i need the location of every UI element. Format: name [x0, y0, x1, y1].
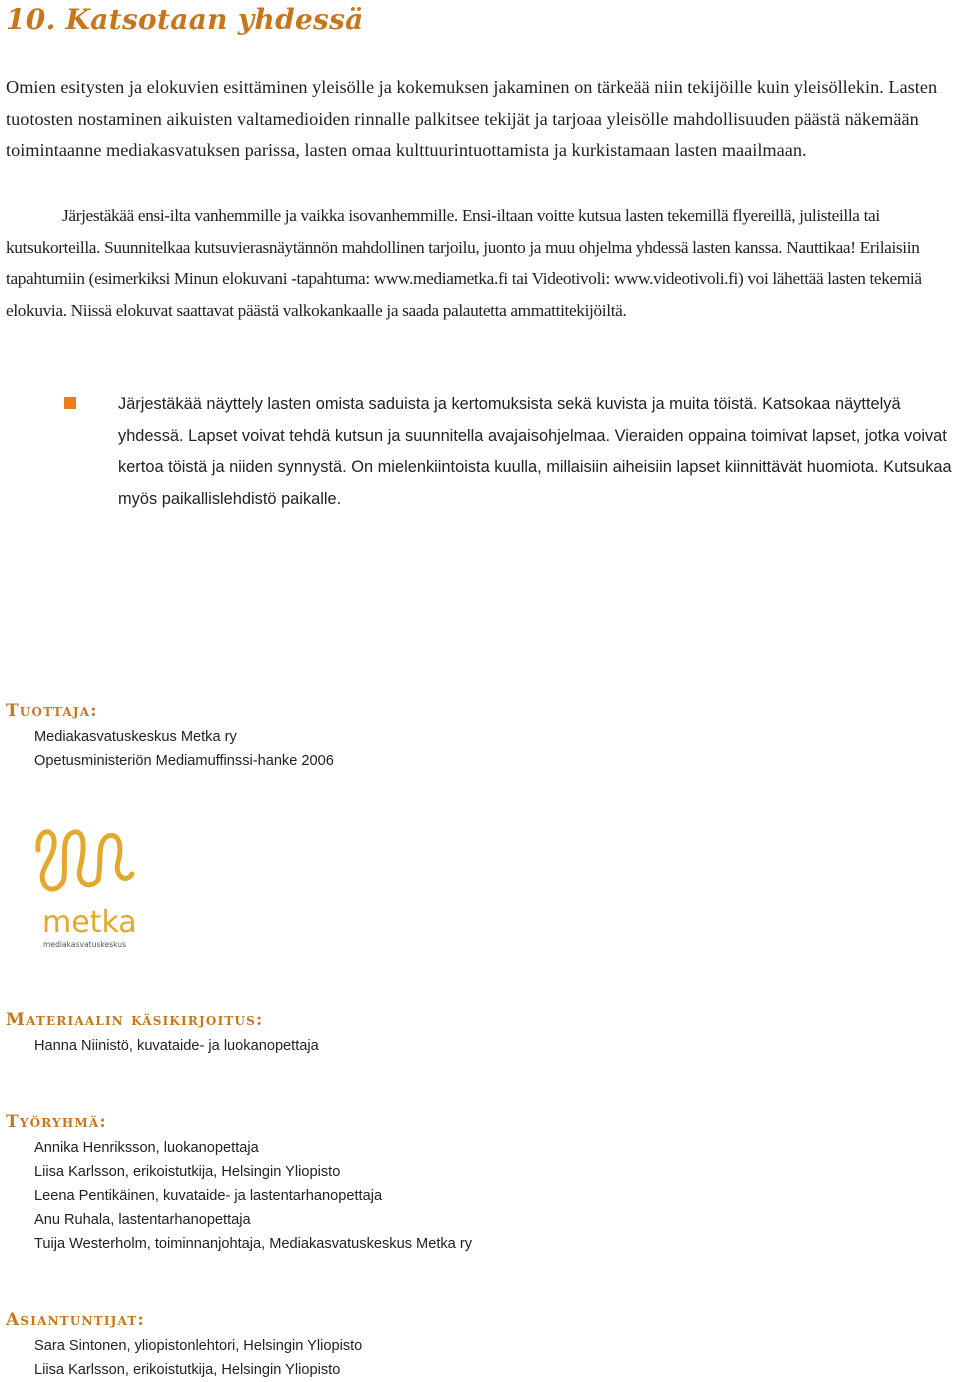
logo-wordmark: metka: [42, 905, 137, 940]
credit-line: Liisa Karlsson, erikoistutkija, Helsingin Yliopisto: [34, 1362, 341, 1378]
credit-line: Hanna Niinistö, kuvataide- ja luokanopettaja: [34, 1038, 319, 1054]
credits-producer: [6, 700, 906, 773]
credit-line: Opetusministeriön Mediamuffinssi-hanke 2006: [34, 753, 334, 769]
intro-paragraph: Omien esitysten ja elokuvien esittäminen yleisölle ja kokemuksen jakaminen on tärkeää niin tekijöille kuin yleisöllekin. Lasten tuotosten nostaminen aikuisten valtamedioiden rinnalle palkitsee tekijät ja tarjoaa yleisölle mahdollisuuden päästä näkemään toimintaanne mediakasvatuksen parissa, lasten omaa kulttuurintuottamista ja kurkistamaan lasten maailmaan.: [6, 77, 938, 160]
workgroup-list: [34, 1136, 906, 1256]
exhibition-bullet-text: Järjestäkää näyttely lasten omista saduista ja kertomuksista sekä kuvista ja muita töistä. Katsokaa näyttelyä yhdessä. Lapset voivat tehdä kutsun ja suunnitella avajaisohjelmaa. Vieraiden oppaina toimivat lapset, jotka voivat kertoa töistä ja niiden synnystä. On mielenkiintoista kuulla, millaisiin aiheisiin lapset kiinnittävät huomiota. Kutsukaa myös paikallislehdistö paikalle.: [118, 395, 952, 508]
credit-line: Annika Henriksson, luokanopettaja: [34, 1140, 259, 1156]
credit-line: Leena Pentikäinen, kuvataide- ja lastentarhanopettaja: [34, 1188, 383, 1204]
experts-list: [34, 1334, 906, 1382]
premiere-paragraph: Järjestäkää ensi-ilta vanhemmille ja vaikka isovanhemmille. Ensi-iltaan voitte kutsua lasten tekemillä flyereillä, julisteilla tai kutsukorteilla. Suunnitelkaa kutsuvierasnäytännön mahdollinen tarjoilu, juonto ja muu ohjelma yhdessä lasten kanssa. Nauttikaa! Erilaisiin tapahtumiin (esimerkiksi Minun elokuvani -tapahtuma: www.mediametka.fi tai Videotivoli: www.videotivoli.fi) voi lähettää lasten tekemiä elokuvia. Niissä elokuvat saattavat päästä valkokankaalle ja saada palautetta ammattitekijöiltä.: [6, 206, 922, 320]
page-title: 10. Katsotaan yhdessä: [6, 3, 364, 36]
credit-line: Sara Sintonen, yliopistonlehtori, Helsingin Yliopisto: [34, 1338, 363, 1354]
producer-heading: Tuottaja:: [6, 701, 98, 721]
credit-line: Liisa Karlsson, erikoistutkija, Helsingin Yliopisto: [34, 1164, 341, 1180]
credits-workgroup: [6, 1111, 906, 1256]
workgroup-heading: Työryhmä:: [6, 1112, 107, 1132]
credits-experts: [6, 1309, 906, 1382]
script-list: [34, 1034, 906, 1058]
credit-line: Anu Ruhala, lastentarhanopettaja: [34, 1212, 251, 1228]
experts-heading: Asiantuntijat:: [6, 1310, 145, 1330]
bullet-square-icon: [64, 397, 76, 409]
script-heading: Materiaalin käsikirjoitus:: [6, 1010, 264, 1030]
credits-script: [6, 1009, 906, 1058]
credit-line: Tuija Westerholm, toiminnanjohtaja, Mediakasvatuskeskus Metka ry: [34, 1236, 472, 1252]
credit-line: Mediakasvatuskeskus Metka ry: [34, 729, 237, 745]
metka-logo: [30, 818, 140, 953]
producer-list: [34, 725, 906, 773]
logo-tagline: mediakasvatuskeskus: [43, 940, 127, 949]
